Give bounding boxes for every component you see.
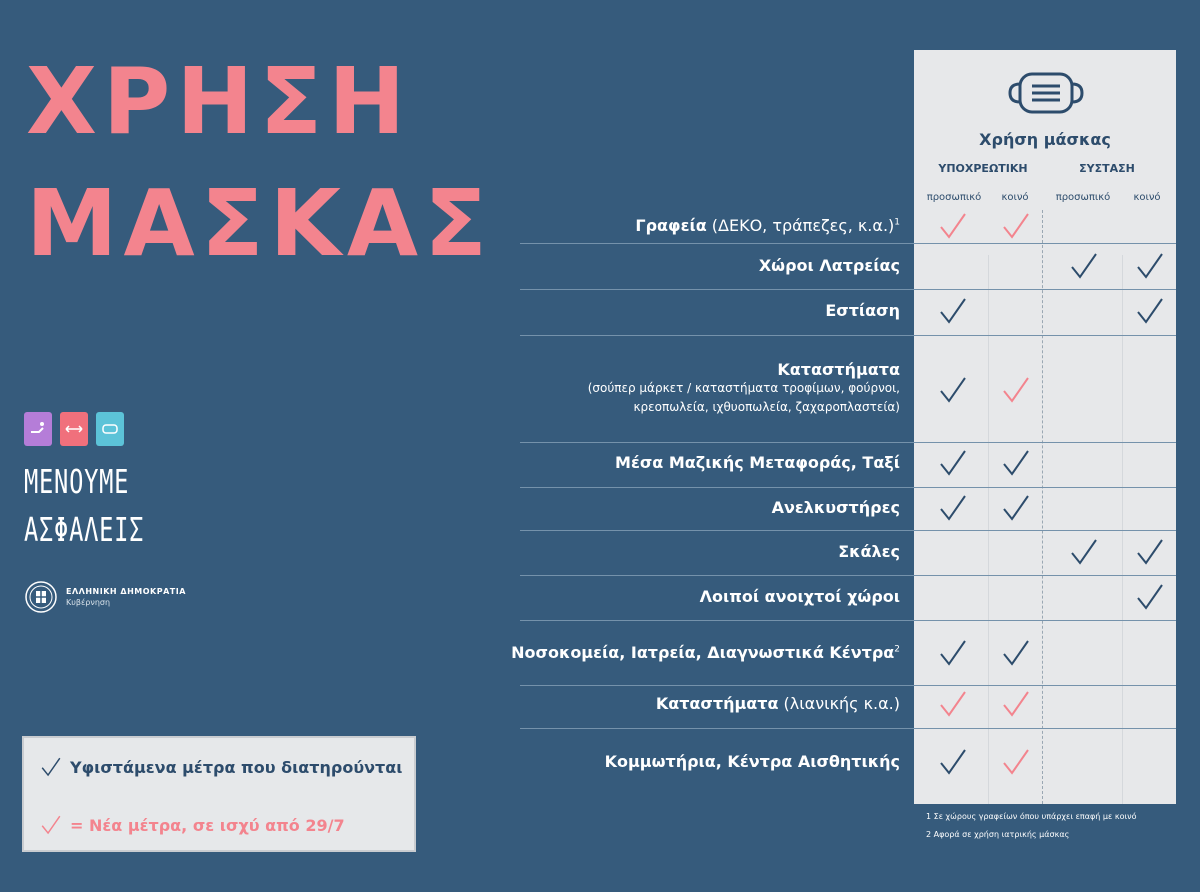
footnote-ref: 1 <box>894 217 900 228</box>
check-new-icon <box>40 814 62 836</box>
row-divider <box>520 487 1176 488</box>
legend-new-label: = Νέα μέτρα, σε ισχύ από 29/7 <box>70 815 345 835</box>
brand-line1: ΜΕΝΟΥΜΕ <box>24 462 130 501</box>
row-label <box>511 643 900 662</box>
row-label-main: Καταστήματα <box>777 360 900 379</box>
footnote-ref: 2 <box>894 644 900 655</box>
col-personnel-2: προσωπικό <box>1055 192 1111 203</box>
row-label <box>635 216 900 235</box>
row-divider <box>520 289 1176 290</box>
check-existing-icon <box>1069 251 1099 281</box>
check-existing-icon <box>938 747 968 777</box>
row-divider <box>520 530 1176 531</box>
check-existing-icon <box>938 375 968 405</box>
campaign-logo-icons <box>24 412 124 446</box>
check-existing-icon <box>938 638 968 668</box>
footnote-2: 2 Αφορά σε χρήση ιατρικής μάσκας <box>926 830 1070 839</box>
panel-title: Χρήση μάσκας <box>979 130 1111 149</box>
row-label <box>615 453 900 472</box>
row-label-note: κρεοπωλεία, ιχθυοπωλεία, ζαχαροπλαστεία) <box>633 400 900 414</box>
gov-name: ΕΛΛΗΝΙΚΗ ΔΗΜΟΚΡΑΤΙΑ <box>66 587 186 596</box>
row-label-main: Εστίαση <box>825 301 900 320</box>
row-label <box>656 694 900 713</box>
row-label-main: Λοιποί ανοιχτοί χώροι <box>699 587 900 606</box>
footnote-1: 1 Σε χώρους γραφείων όπου υπάρχει επαφή με κοινό <box>926 812 1137 821</box>
row-label-main: Χώροι Λατρείας <box>758 256 900 275</box>
row-label <box>825 301 900 320</box>
check-existing-icon <box>938 493 968 523</box>
row-divider <box>520 575 1176 576</box>
check-existing-icon <box>938 448 968 478</box>
legend-existing <box>40 756 402 778</box>
legend-new <box>40 814 345 836</box>
col-public: κοινό <box>1001 192 1029 203</box>
brand-line2: ΑΣΦΑΛΕΙΣ <box>24 510 145 549</box>
row-label-detail: (λιανικής κ.α.) <box>778 694 900 713</box>
check-new-icon <box>938 211 968 241</box>
row-divider <box>520 685 1176 686</box>
group-divider <box>1042 210 1043 804</box>
row-divider <box>520 335 1176 336</box>
legend-box <box>22 736 416 852</box>
row-divider <box>520 442 1176 443</box>
check-new-icon <box>1001 375 1031 405</box>
row-label <box>759 256 900 275</box>
check-existing-icon <box>1001 448 1031 478</box>
group-recommended: ΣΥΣΤΑΣΗ <box>1079 162 1135 175</box>
row-divider <box>520 620 1176 621</box>
col-personnel: προσωπικό <box>926 192 982 203</box>
row-label-main: Μέσα Μαζικής Μεταφοράς, Ταξί <box>615 453 900 472</box>
government-logo <box>24 580 186 614</box>
legend-existing-label: Υφιστάμενα μέτρα που διατηρούνται <box>70 757 403 777</box>
check-new-icon <box>1001 211 1031 241</box>
row-label <box>700 587 900 606</box>
check-existing-icon <box>40 756 62 778</box>
gov-subtitle: Κυβέρνηση <box>66 598 111 607</box>
row-label-detail: (ΔΕΚΟ, τράπεζες, κ.α.) <box>706 216 895 235</box>
row-label-main: Σκάλες <box>838 542 900 561</box>
row-label <box>605 752 900 771</box>
check-new-icon <box>938 689 968 719</box>
row-label-main: Κομμωτήρια, Κέντρα Αισθητικής <box>604 752 900 771</box>
check-existing-icon <box>1135 251 1165 281</box>
row-label <box>588 360 900 417</box>
check-new-icon <box>1001 747 1031 777</box>
greek-emblem-icon <box>24 580 58 614</box>
row-divider <box>520 243 1176 244</box>
check-existing-icon <box>938 296 968 326</box>
group-mandatory: ΥΠΟΧΡΕΩΤΙΚΗ <box>938 162 1028 175</box>
check-existing-icon <box>1001 493 1031 523</box>
check-existing-icon <box>1069 537 1099 567</box>
check-existing-icon <box>1135 582 1165 612</box>
row-label-main: Γραφεία <box>635 216 707 235</box>
row-label-main: Νοσοκομεία, Ιατρεία, Διαγνωστικά Κέντρα <box>511 643 895 662</box>
row-divider <box>520 728 1176 729</box>
row-label <box>772 498 900 517</box>
page-title-line2: ΜΑΣΚΑΣ <box>26 170 493 277</box>
face-mask-icon <box>1008 70 1084 116</box>
check-existing-icon <box>1135 537 1165 567</box>
page-title-line1: ΧΡΗΣΗ <box>26 48 412 155</box>
mask-icon <box>96 412 124 446</box>
distance-icon <box>60 412 88 446</box>
col-public-2: κοινό <box>1133 192 1161 203</box>
row-label <box>838 542 900 561</box>
row-label-note: (σούπερ μάρκετ / καταστήματα τροφίμων, φούρνοι, <box>587 381 900 395</box>
row-label-main: Καταστήματα <box>655 694 779 713</box>
row-label-main: Ανελκυστήρες <box>771 498 900 517</box>
check-existing-icon <box>1135 296 1165 326</box>
check-new-icon <box>1001 689 1031 719</box>
check-existing-icon <box>1001 638 1031 668</box>
hand-wash-icon <box>24 412 52 446</box>
